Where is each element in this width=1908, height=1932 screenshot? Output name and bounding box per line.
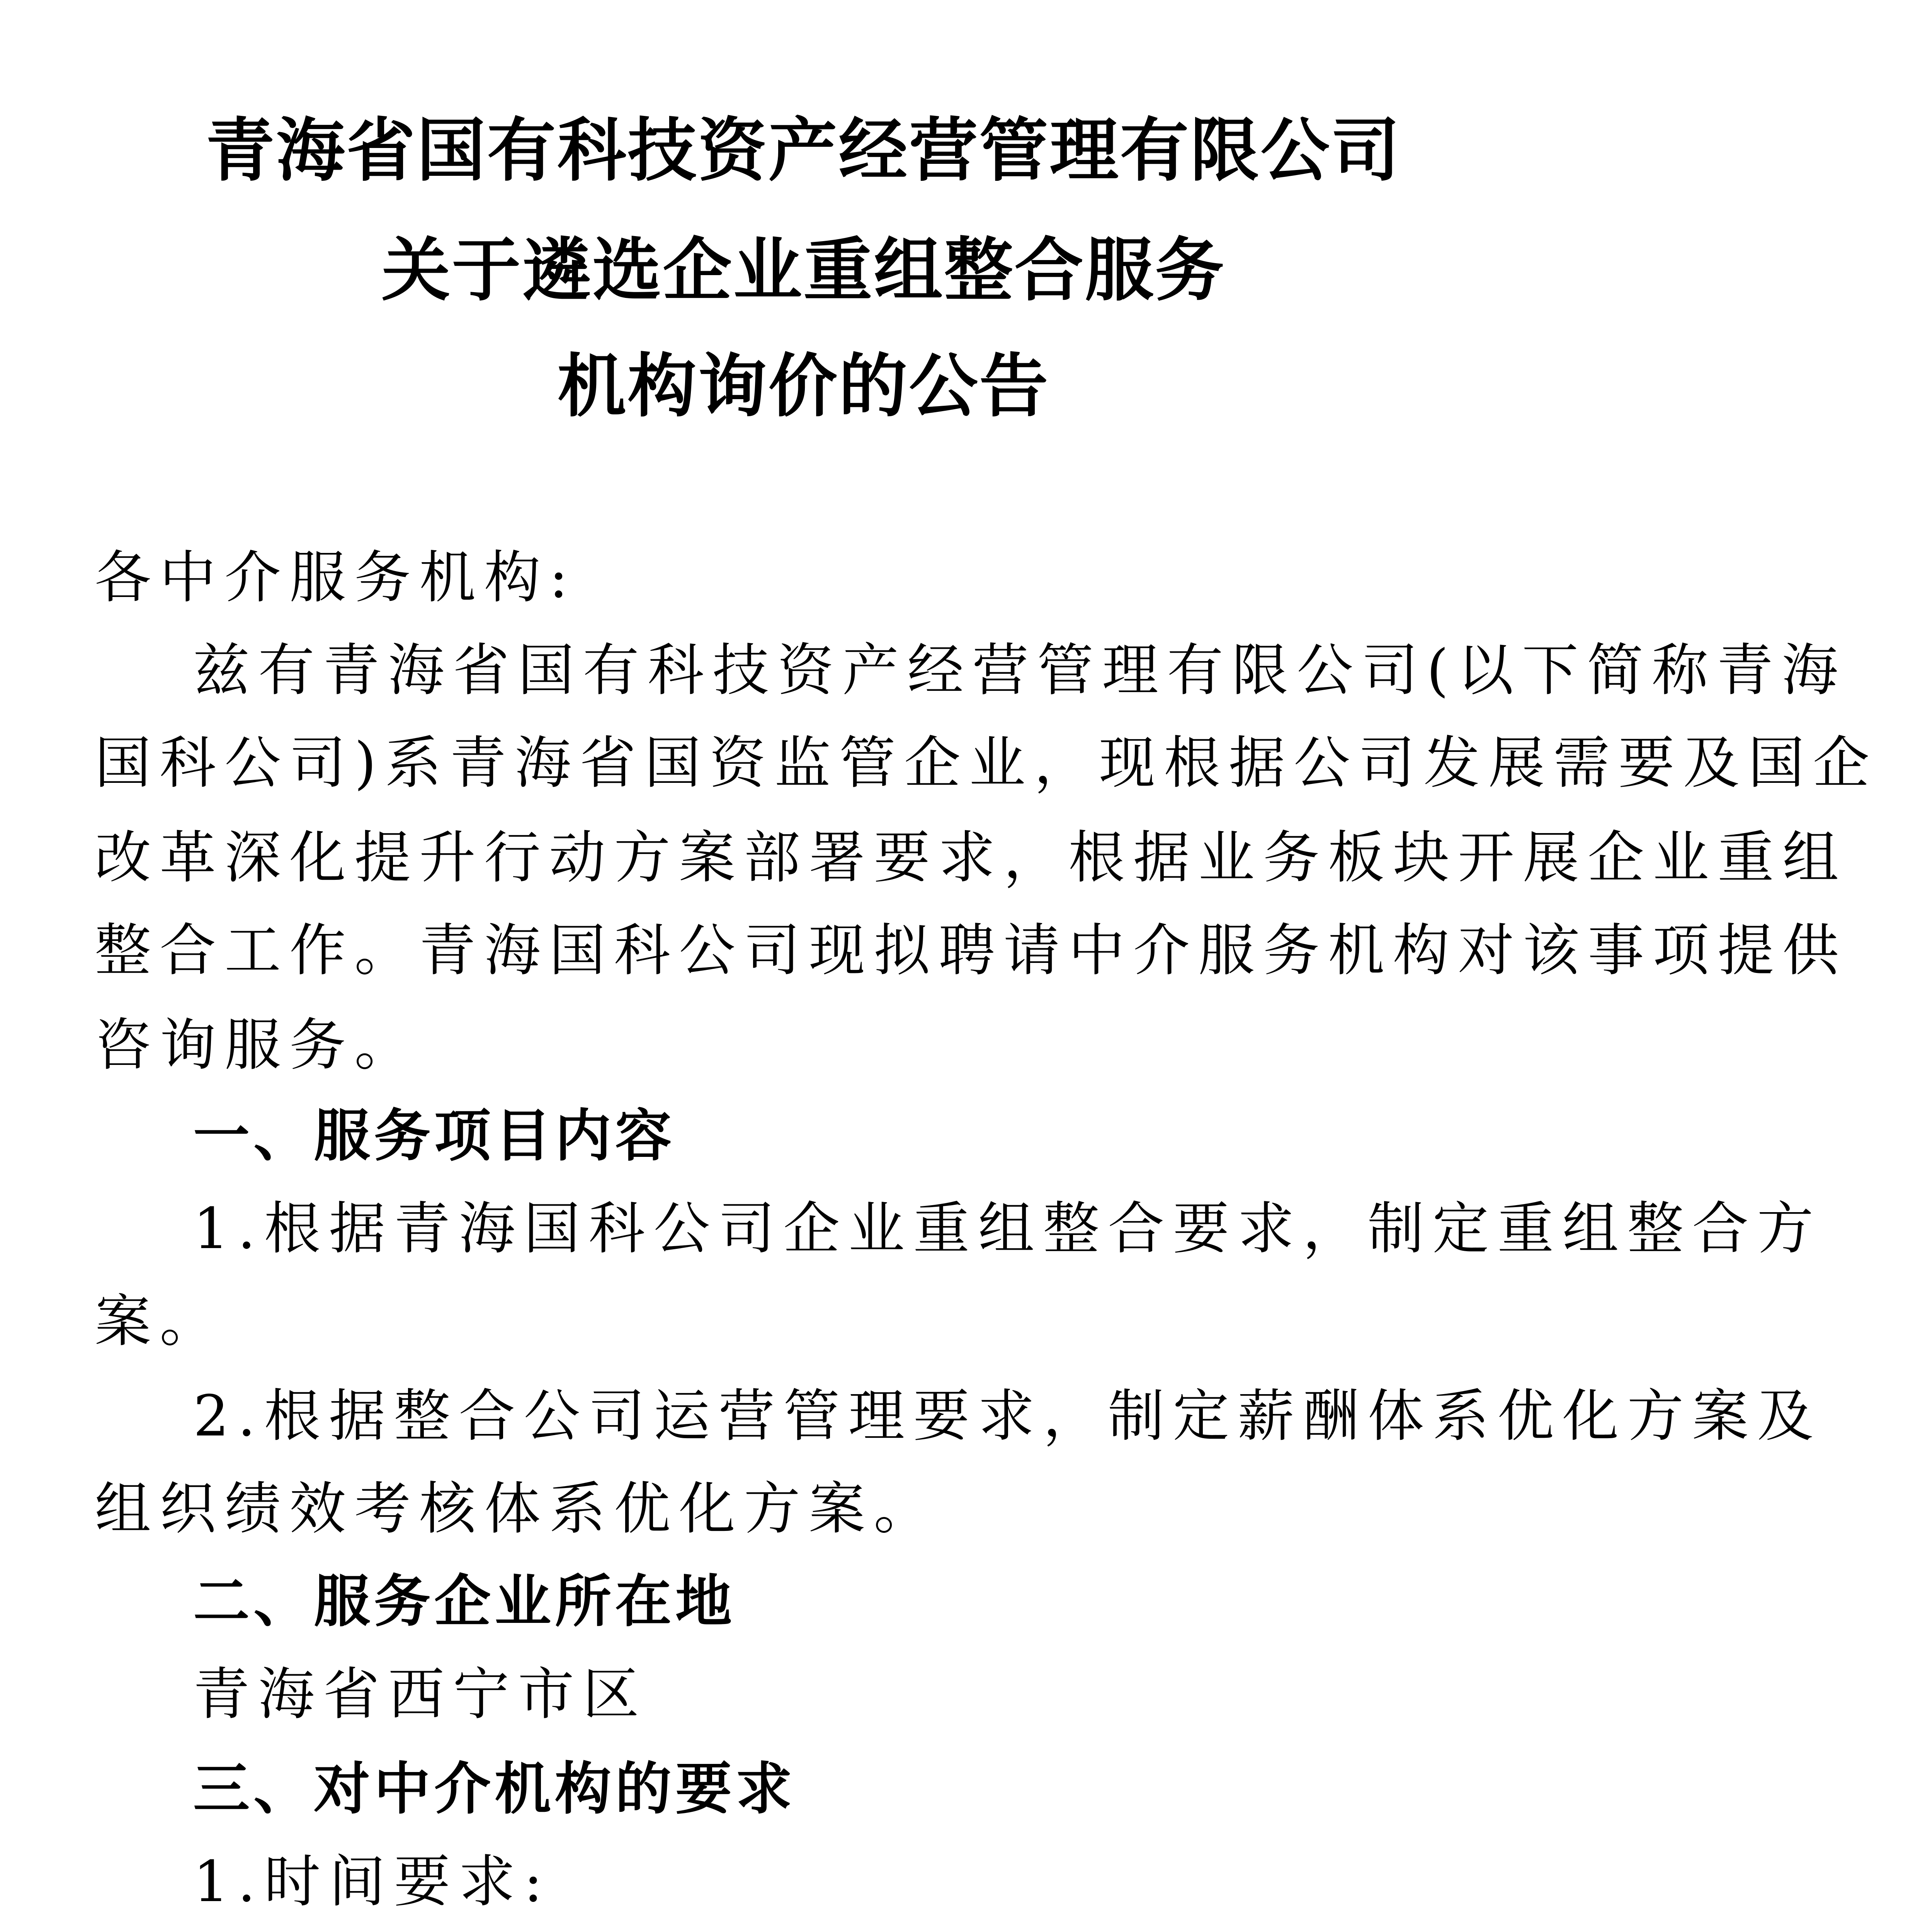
section-2-heading: 二、服务企业所在地 bbox=[193, 1569, 736, 1634]
intro-line-5: 咨询服务。 bbox=[95, 1012, 419, 1078]
section-3-sub-1: 1.时间要求: bbox=[193, 1849, 551, 1915]
section-1-item-1-line-2: 案。 bbox=[95, 1289, 224, 1354]
section-1-heading: 一、服务项目内容 bbox=[193, 1103, 675, 1169]
section-2-text: 青海省西宁市区 bbox=[193, 1662, 648, 1727]
intro-line-2: 国科公司)系青海省国资监管企业，现根据公司发展需要及国企 bbox=[95, 730, 1878, 796]
title-line-3: 机构询价的公告 bbox=[557, 346, 1050, 426]
title-line-2: 关于遴选企业重组整合服务 bbox=[381, 230, 1226, 310]
intro-line-4: 整合工作。青海国科公司现拟聘请中介服务机构对该事项提供 bbox=[95, 918, 1847, 983]
section-1-item-2-line-1: 2.根据整合公司运营管理要求，制定薪酬体系优化方案及 bbox=[193, 1383, 1822, 1449]
intro-line-3: 改革深化提升行动方案部署要求，根据业务板块开展企业重组 bbox=[95, 825, 1847, 891]
intro-line-1: 兹有青海省国有科技资产经营管理有限公司(以下简称青海 bbox=[193, 638, 1847, 703]
title-line-1: 青海省国有科技资产经营管理有限公司 bbox=[206, 111, 1401, 190]
salutation: 各中介服务机构: bbox=[95, 545, 577, 611]
section-1-item-1-line-1: 1.根据青海国科公司企业重组整合要求，制定重组整合方 bbox=[193, 1196, 1822, 1262]
section-3-heading: 三、对中介机构的要求 bbox=[193, 1756, 796, 1822]
section-1-item-2-line-2: 组织绩效考核体系优化方案。 bbox=[95, 1476, 939, 1542]
